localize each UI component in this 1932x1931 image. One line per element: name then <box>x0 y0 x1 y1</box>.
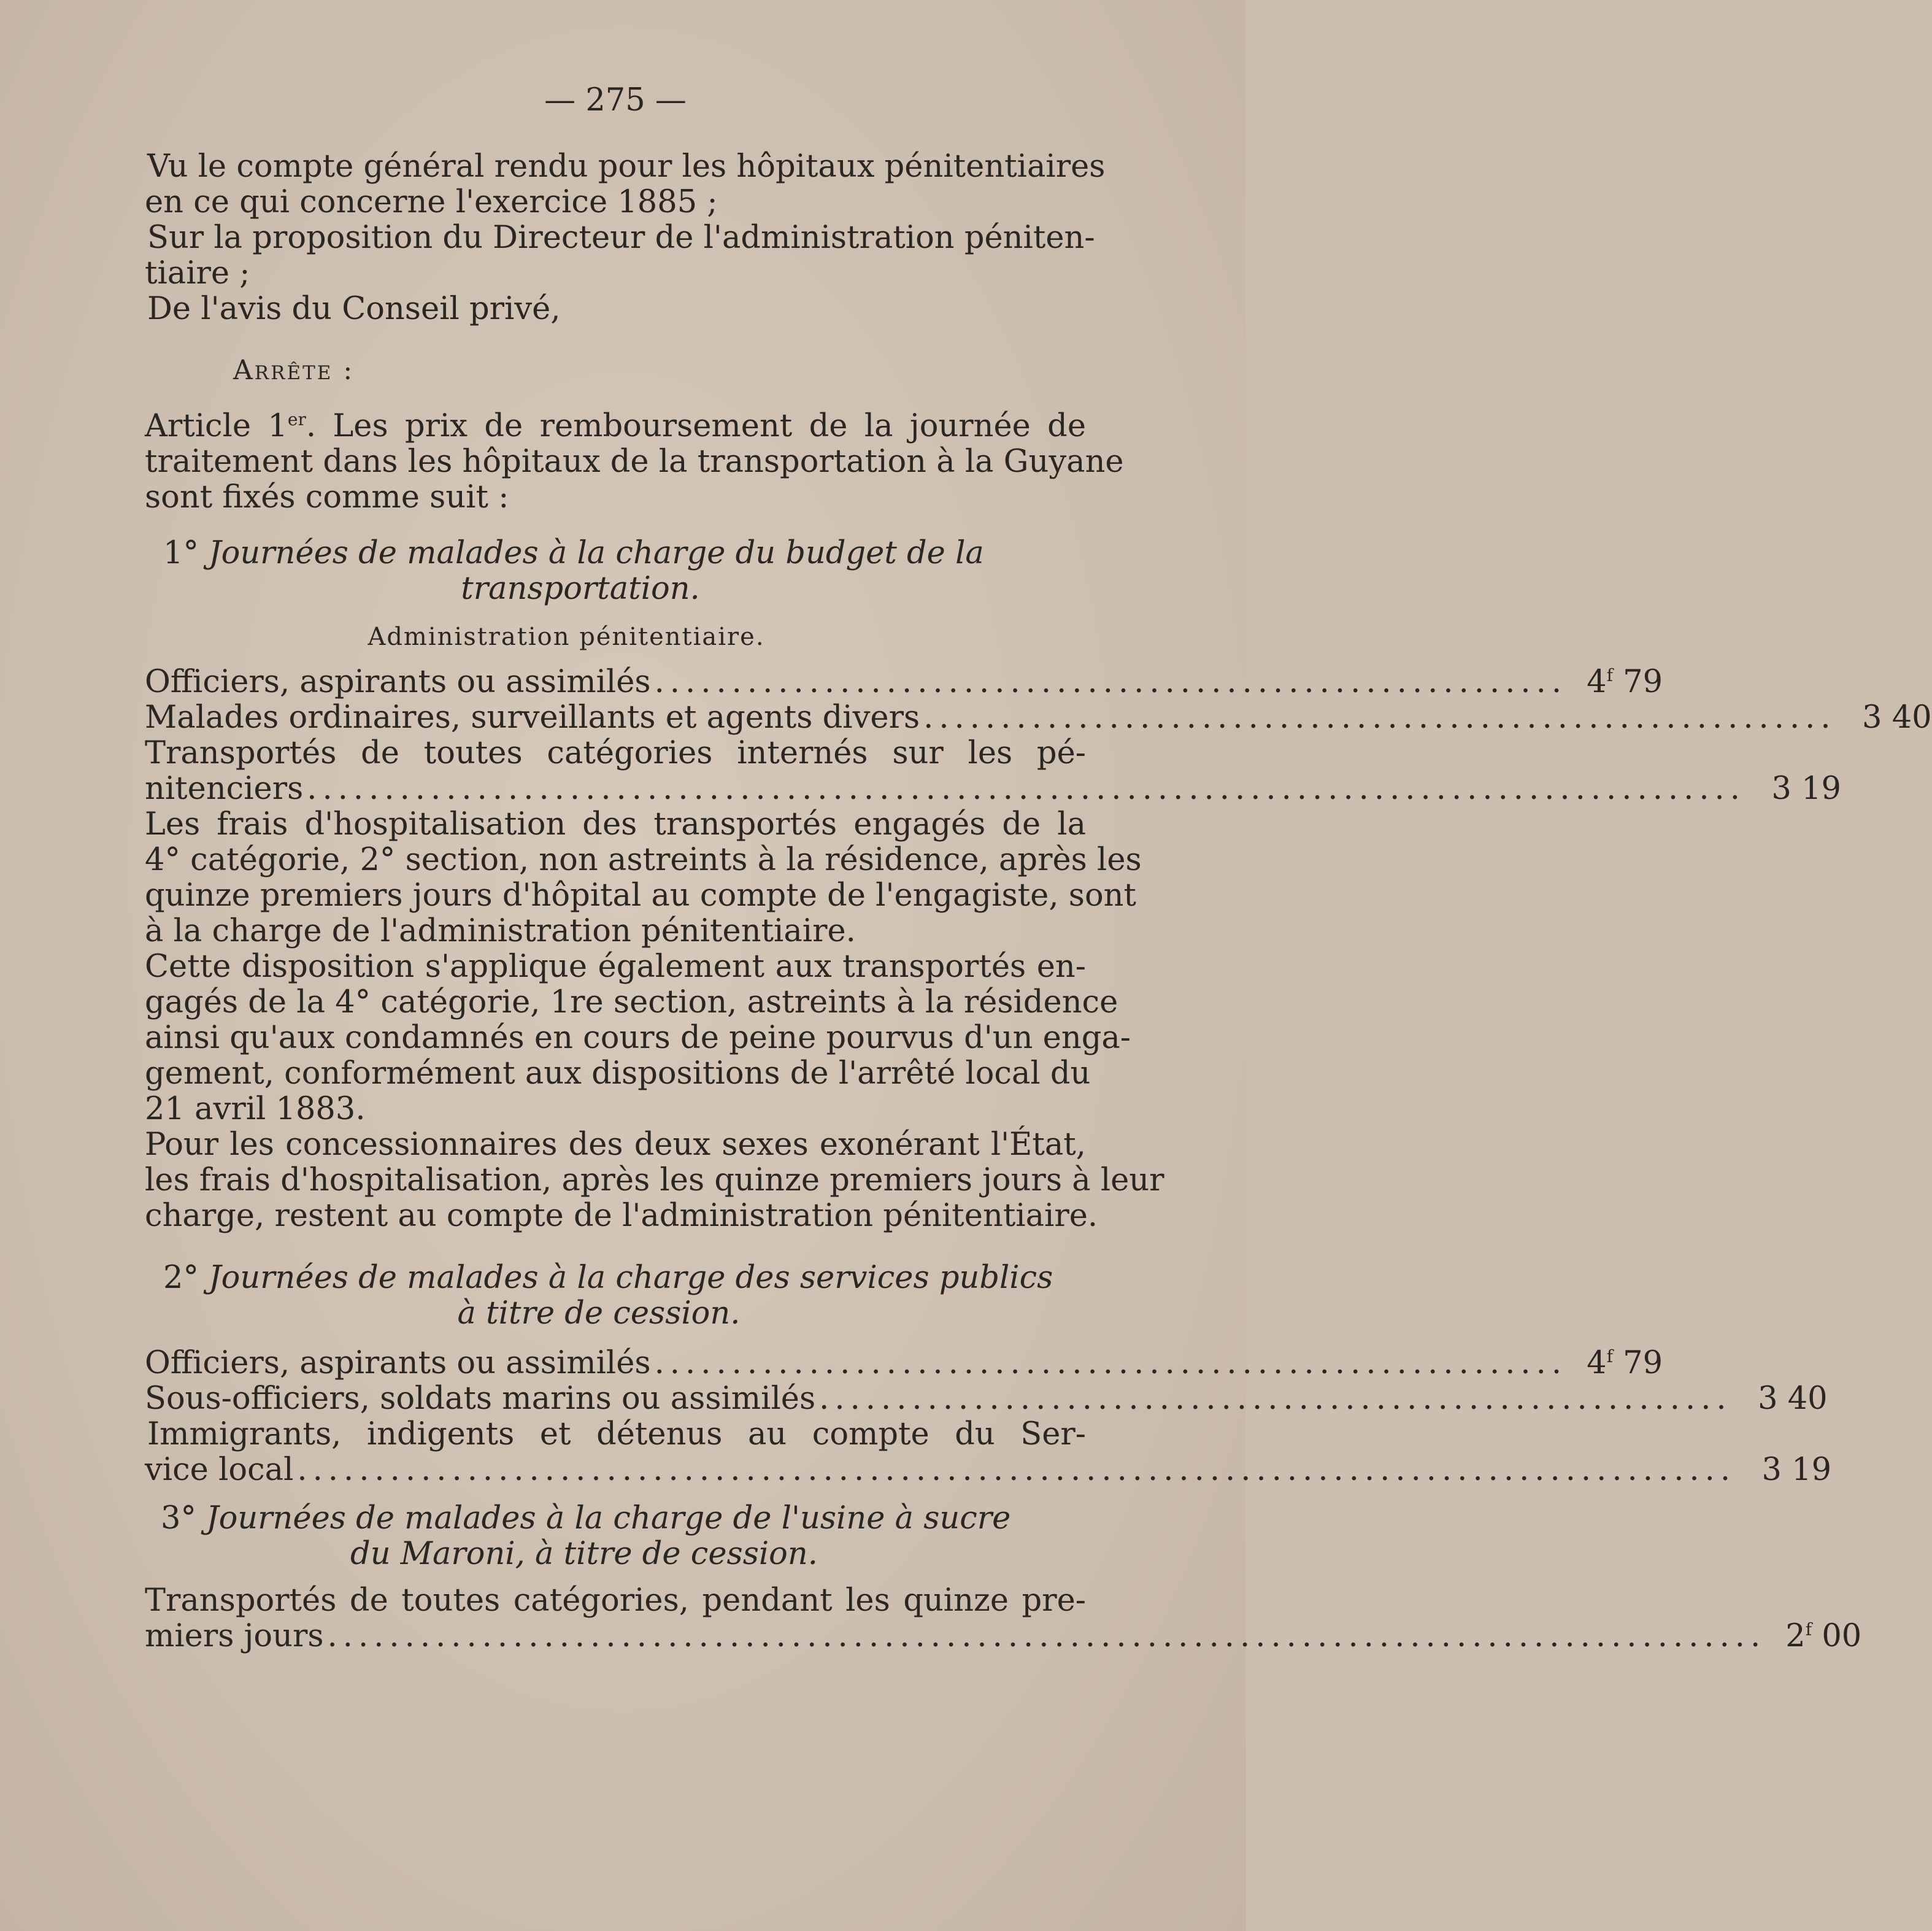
section-1-rates <box>145 664 1932 1234</box>
rate-row-continued: Transportés de toutes catégories internés sur les pé- <box>145 735 1086 771</box>
para-line: ainsi qu'aux condamnés en cours de peine pourvus d'un enga- <box>145 1020 1131 1056</box>
rate-row-continued: Transportés de toutes catégories, pendant les quinze pre- <box>145 1582 1086 1619</box>
rate-row: vice local ............................................................................................. 3 19 <box>145 1452 1832 1488</box>
section-3-rates <box>145 1582 1862 1654</box>
rate-row: Officiers, aspirants ou assimilés ........................................................... 4$^f$ 79 <box>145 664 1663 700</box>
para-line: charge, restent au compte de l'administration pénitentiaire. <box>145 1198 1098 1234</box>
rate-row: miers jours ............................................................................................. 2$^f$ 00 <box>145 1618 1862 1654</box>
para-line: gement, conformément aux dispositions de l'arrêté local du <box>145 1055 1091 1092</box>
para-line: quinze premiers jours d'hôpital au compte de l'engagiste, sont <box>145 877 1136 914</box>
leader-dots: ........................................................... <box>819 1381 1732 1417</box>
section-title: du Maroni, à titre de cession. <box>350 1536 818 1572</box>
article-line: traitement dans les hôpitaux de la transportation à la Guyane <box>145 444 1124 480</box>
section-2-title <box>163 1260 1053 1332</box>
leader-dots: ............................................................................................. <box>297 1452 1736 1488</box>
arrete-heading: Arrête : <box>233 355 355 386</box>
section-title: Journées de malades à la charge des services publics <box>209 1260 1053 1296</box>
preamble-line: tiaire ; <box>145 255 250 291</box>
para-line: 4° catégorie, 2° section, non astreints à la résidence, après les <box>145 842 1142 878</box>
leader-dots: ............................................................................................. <box>307 771 1745 807</box>
section-number: 2° <box>163 1260 199 1296</box>
article-line: Article 1er. Les prix de remboursement de la journée de <box>145 408 1086 444</box>
preamble-line: en ce qui concerne l'exercice 1885 ; <box>145 184 718 220</box>
page-header <box>145 83 1086 118</box>
section-number: 1° <box>163 535 199 571</box>
leader-dots: ............................................................................................. <box>327 1618 1766 1654</box>
leader-dots: ........................................................... <box>654 664 1568 700</box>
rate-row: nitenciers ............................................................................................. 3 19 <box>145 771 1841 807</box>
para-line: les frais d'hospitalisation, après les quinze premiers jours à leur <box>145 1162 1164 1198</box>
rate-row: Sous-officiers, soldats marins ou assimilés ........................................................... 3 40 <box>145 1381 1828 1417</box>
page-number: — 275 — <box>544 82 687 118</box>
para-line: gagés de la 4° catégorie, 1re section, astreints à la résidence <box>145 984 1118 1020</box>
article-1 <box>145 408 1124 515</box>
para-line: 21 avril 1883. <box>145 1091 366 1127</box>
section-title: Journées de malades à la charge de l'usine à sucre <box>206 1500 1011 1536</box>
preamble-line: Sur la proposition du Directeur de l'administration péniten- <box>147 220 1095 256</box>
preamble-line: De l'avis du Conseil privé, <box>147 291 561 327</box>
rate-row-continued: Immigrants, indigents et détenus au compte du Ser- <box>147 1416 1086 1452</box>
section-1-subtitle: Administration pénitentiaire. <box>368 623 765 651</box>
section-3-title <box>161 1501 1032 1572</box>
para-line: Pour les concessionnaires des deux sexes exonérant l'État, <box>145 1127 1086 1163</box>
leader-dots: ........................................................... <box>654 1345 1568 1381</box>
section-title: à titre de cession. <box>457 1295 741 1332</box>
section-1-title <box>163 536 1034 607</box>
preamble-line: Vu le compte général rendu pour les hôpitaux pénitentiaires <box>147 148 1106 185</box>
section-2-rates <box>145 1345 1832 1488</box>
rate-row: Malades ordinaires, surveillants et agents divers ........................................................... 3 40 <box>145 700 1932 736</box>
article-line: sont fixés comme suit : <box>145 479 509 515</box>
para-line: Cette disposition s'applique également aux transportés en- <box>145 949 1086 985</box>
rate-row: Officiers, aspirants ou assimilés ........................................................... 4$^f$ 79 <box>145 1345 1663 1381</box>
section-title: Journées de malades à la charge du budget de la <box>209 535 984 571</box>
para-line: Les frais d'hospitalisation des transportés engagés de la <box>145 806 1086 842</box>
para-line: à la charge de l'administration pénitentiaire. <box>145 913 856 949</box>
leader-dots: ........................................................... <box>923 700 1836 736</box>
section-title: transportation. <box>461 571 700 607</box>
section-number: 3° <box>161 1500 196 1536</box>
preamble <box>145 148 1106 327</box>
